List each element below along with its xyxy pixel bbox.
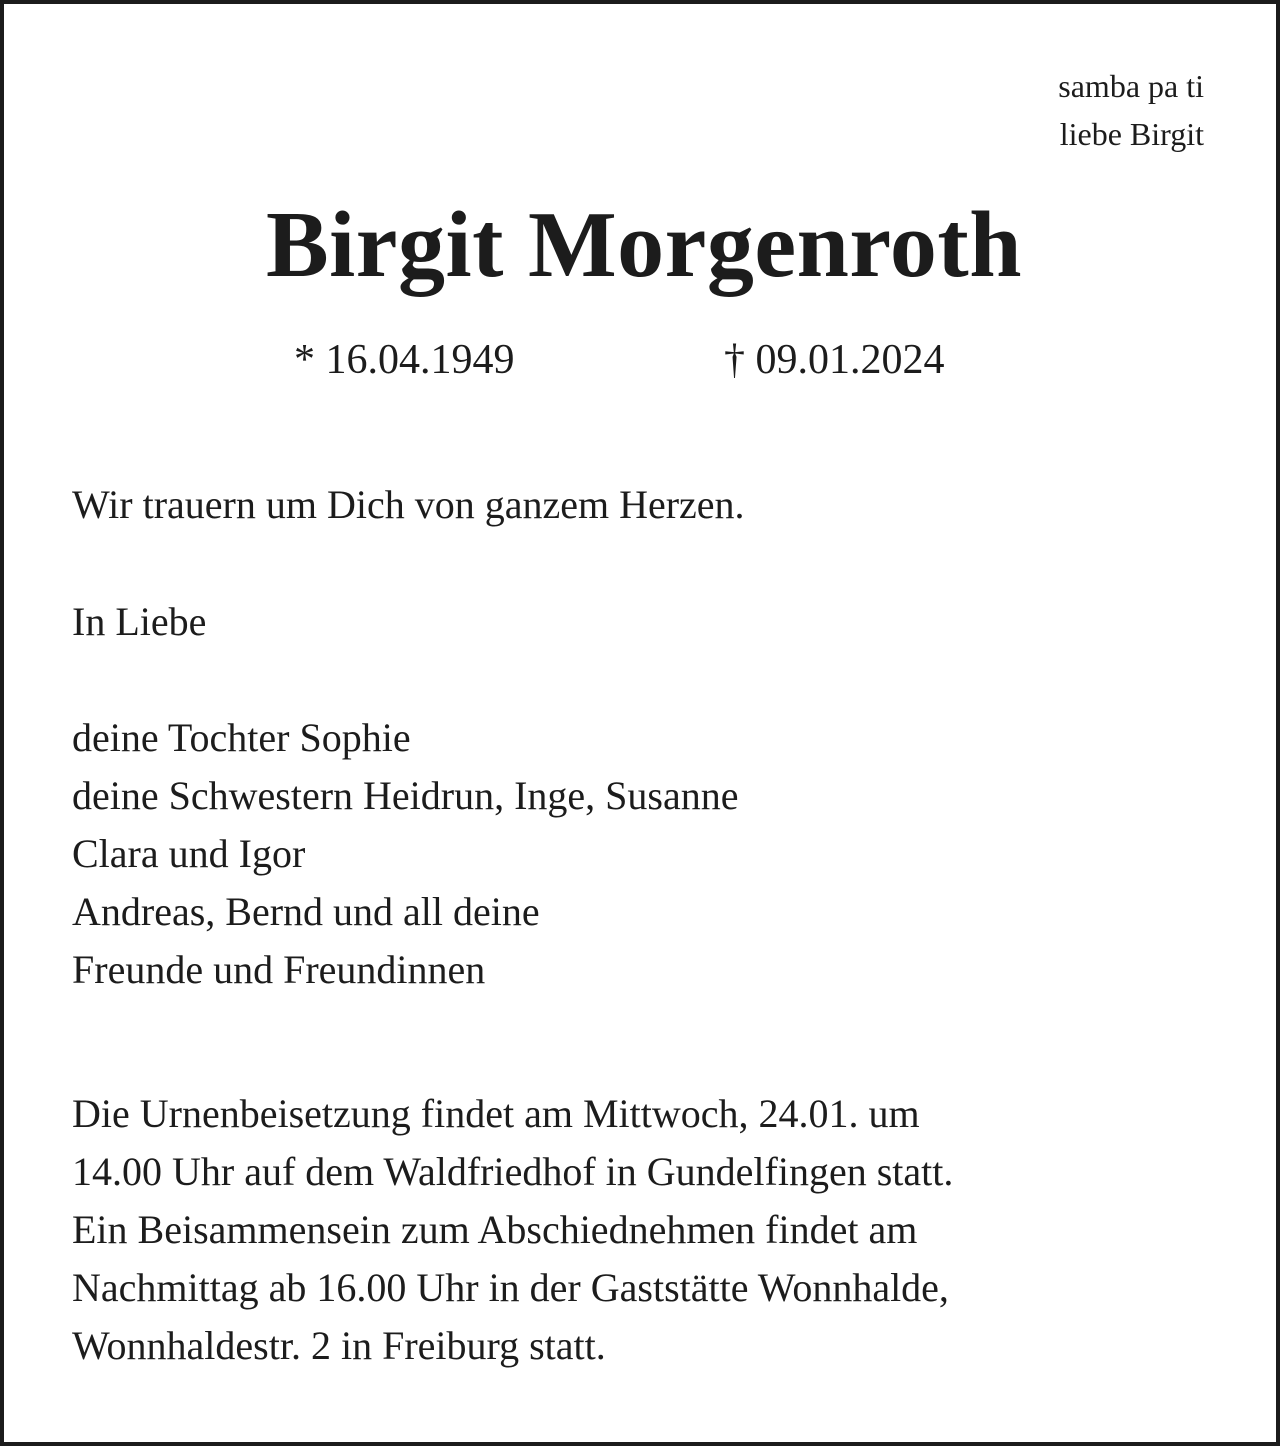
funeral-line: Wonnhaldestr. 2 in Freiburg statt.: [72, 1323, 606, 1368]
family-list: [72, 709, 738, 999]
birth-date: * 16.04.1949: [294, 337, 515, 383]
mourning-message: Wir trauern um Dich von ganzem Herzen.: [72, 482, 745, 527]
funeral-line: Ein Beisammensein zum Abschiednehmen findet am: [72, 1207, 918, 1252]
funeral-line: 14.00 Uhr auf dem Waldfriedhof in Gundelfingen statt.: [72, 1149, 954, 1194]
funeral-line: Die Urnenbeisetzung findet am Mittwoch, 24.01. um: [72, 1091, 920, 1136]
family-line: Clara und Igor: [72, 831, 306, 876]
death-date: † 09.01.2024: [724, 337, 945, 383]
family-line: deine Tochter Sophie: [72, 715, 411, 760]
family-line: Freunde und Freundinnen: [72, 947, 486, 992]
dedication-line: samba pa ti: [1058, 68, 1204, 104]
family-line: Andreas, Bernd und all deine: [72, 889, 540, 934]
dedication: [1058, 62, 1204, 158]
dedication-line: liebe Birgit: [1059, 116, 1204, 152]
funeral-details: [72, 1085, 953, 1375]
deceased-name: Birgit Morgenroth: [265, 193, 1022, 297]
closing-phrase: In Liebe: [72, 599, 207, 644]
funeral-line: Nachmittag ab 16.00 Uhr in der Gaststätte Wonnhalde,: [72, 1265, 949, 1310]
family-line: deine Schwestern Heidrun, Inge, Susanne: [72, 773, 739, 818]
